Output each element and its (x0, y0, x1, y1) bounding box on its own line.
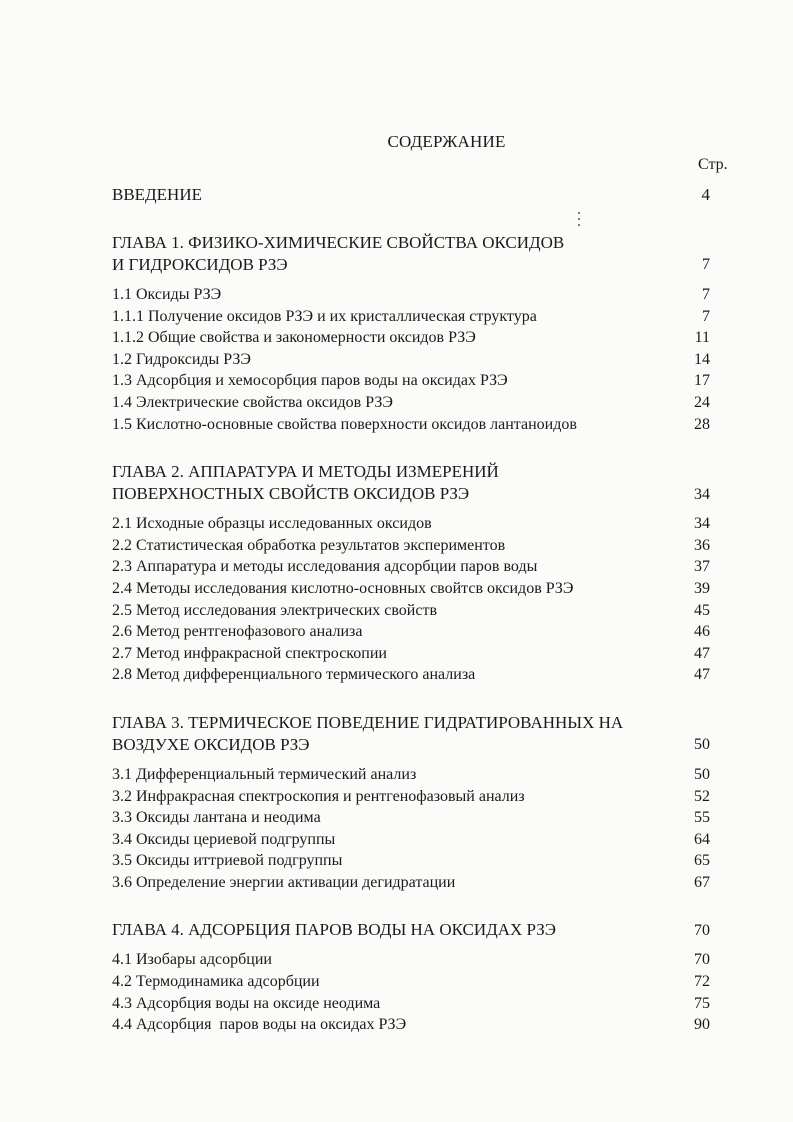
section-label: 3.1 Дифференциальный термический анализ (112, 765, 417, 783)
section-page: 45 (694, 601, 710, 619)
toc-section[interactable] (112, 993, 710, 1015)
section-page: 75 (694, 994, 710, 1012)
section-label: 1.2 Гидроксиды РЗЭ (112, 350, 251, 368)
section-label: 2.1 Исходные образцы исследованных оксидов (112, 515, 432, 533)
section-label: 2.2 Статистическая обработка результатов экспериментов (112, 536, 506, 554)
section-label: 4.2 Термодинамика адсорбции (112, 973, 320, 991)
toc-section[interactable] (112, 349, 710, 371)
page-title: СОДЕРЖАНИЕ (387, 132, 506, 151)
toc-chapter-4[interactable] (112, 919, 710, 941)
toc-section[interactable] (112, 1014, 710, 1036)
chapter-4-title (112, 919, 556, 941)
toc-section[interactable] (112, 949, 710, 971)
section-label: 1.1.1 Получение оксидов РЗЭ и их кристаллическая структура (112, 307, 537, 325)
section-page: 24 (694, 393, 710, 411)
section-label: 4.1 Изобары адсорбции (112, 951, 272, 969)
toc-section[interactable] (112, 392, 710, 414)
toc-section[interactable] (112, 850, 710, 872)
section-page: 52 (694, 787, 710, 805)
section-page: 50 (694, 765, 710, 783)
section-label: 1.5 Кислотно-основные свойства поверхности оксидов лантаноидов (112, 415, 577, 433)
section-page: 34 (694, 515, 710, 533)
toc-section[interactable] (112, 306, 710, 328)
toc-section[interactable] (112, 872, 710, 894)
chapter-3-page: 50 (694, 736, 710, 754)
section-label: 4.4 Адсорбция паров воды на оксидах РЗЭ (112, 1016, 407, 1034)
section-page: 47 (694, 644, 710, 662)
toc-section[interactable] (112, 327, 710, 349)
section-label: 3.2 Инфракрасная спектроскопия и рентгенофазовый анализ (112, 787, 525, 805)
section-label: 3.3 Оксиды лантана и неодима (112, 809, 321, 827)
toc-section[interactable] (112, 764, 710, 786)
toc-section[interactable] (112, 621, 710, 643)
toc-section[interactable] (112, 807, 710, 829)
section-label: 2.7 Метод инфракрасной спектроскопии (112, 644, 387, 662)
chapter-2-title-line-1: ГЛАВА 2. АППАРАТУРА И МЕТОДЫ ИЗМЕРЕНИЙ (112, 462, 499, 482)
section-page: 46 (694, 623, 710, 641)
toc-section[interactable] (112, 556, 710, 578)
chapter-2-title (112, 461, 499, 505)
section-page: 17 (694, 372, 710, 390)
section-page: 72 (694, 973, 710, 991)
section-page: 64 (694, 830, 710, 848)
toc-chapter-1[interactable] (112, 232, 710, 276)
section-page: 67 (694, 873, 710, 891)
section-label: 1.4 Электрические свойства оксидов РЗЭ (112, 393, 393, 411)
toc-section[interactable] (112, 578, 710, 600)
page-column-label: Стр. (698, 156, 728, 173)
section-page: 65 (694, 852, 710, 870)
toc-intro-page: 4 (701, 185, 710, 204)
toc-section[interactable] (112, 829, 710, 851)
chapter-4-title-line-1: ГЛАВА 4. АДСОРБЦИЯ ПАРОВ ВОДЫ НА ОКСИДАХ РЗЭ (112, 920, 556, 940)
toc-section[interactable] (112, 535, 710, 557)
section-page: 39 (694, 579, 710, 597)
section-label: 4.3 Адсорбция воды на оксиде неодима (112, 994, 381, 1012)
section-page: 14 (694, 350, 710, 368)
section-page: 55 (694, 809, 710, 827)
section-label: 2.8 Метод дифференциального термического анализа (112, 666, 476, 684)
toc-chapter-3[interactable] (112, 712, 710, 756)
section-label: 2.6 Метод рентгенофазового анализа (112, 623, 363, 641)
section-label: 2.4 Методы исследования кислотно-основных свойтсв оксидов РЗЭ (112, 579, 574, 597)
toc-intro[interactable] (112, 184, 710, 206)
chapter-1-page: 7 (702, 256, 710, 274)
toc-intro-label: ВВЕДЕНИЕ (112, 185, 202, 204)
section-label: 3.6 Определение энергии активации дегидратации (112, 873, 456, 891)
toc-section[interactable] (112, 664, 710, 686)
section-label: 3.4 Оксиды цериевой подгруппы (112, 830, 336, 848)
chapter-1-title-line-1: ГЛАВА 1. ФИЗИКО-ХИМИЧЕСКИЕ СВОЙСТВА ОКСИДОВ (112, 233, 565, 252)
section-label: 3.5 Оксиды иттриевой подгруппы (112, 852, 343, 870)
toc-section[interactable] (112, 600, 710, 622)
section-page: 47 (694, 666, 710, 684)
chapter-4-page: 70 (694, 921, 710, 939)
chapter-2-title-line-2: ПОВЕРХНОСТНЫХ СВОЙСТВ ОКСИДОВ РЗЭ (112, 484, 470, 504)
section-page: 90 (694, 1016, 710, 1034)
toc-section[interactable] (112, 643, 710, 665)
section-page: 7 (702, 307, 710, 325)
chapter-1-title (112, 232, 564, 276)
toc-section[interactable] (112, 786, 710, 808)
toc-section[interactable] (112, 284, 710, 306)
chapter-3-title-line-2: ВОЗДУХЕ ОКСИДОВ РЗЭ (112, 734, 310, 754)
section-label: 2.3 Аппаратура и методы исследования адсорбции паров воды (112, 558, 538, 576)
table-of-contents (112, 184, 710, 1036)
toc-section[interactable] (112, 513, 710, 535)
section-label: 1.1 Оксиды РЗЭ (112, 286, 222, 303)
toc-section[interactable] (112, 971, 710, 993)
chapter-3-title (112, 712, 623, 756)
toc-section[interactable] (112, 370, 710, 392)
section-page: 28 (694, 415, 710, 433)
toc-section[interactable] (112, 414, 710, 436)
section-page: 7 (702, 286, 710, 303)
section-page: 70 (694, 951, 710, 969)
section-label: 1.1.2 Общие свойства и закономерности оксидов РЗЭ (112, 329, 476, 347)
chapter-3-title-line-1: ГЛАВА 3. ТЕРМИЧЕСКОЕ ПОВЕДЕНИЕ ГИДРАТИРОВАННЫХ НА (112, 712, 624, 732)
section-label: 2.5 Метод исследования электрических свойств (112, 601, 438, 619)
section-page: 36 (694, 536, 710, 554)
section-label: 1.3 Адсорбция и хемосорбция паров воды на оксидах РЗЭ (112, 372, 508, 390)
section-page: 37 (694, 558, 710, 576)
chapter-1-title-line-2: И ГИДРОКСИДОВ РЗЭ (112, 255, 288, 274)
toc-chapter-2[interactable] (112, 461, 710, 505)
section-page: 11 (694, 329, 710, 347)
chapter-2-page: 34 (694, 485, 710, 503)
